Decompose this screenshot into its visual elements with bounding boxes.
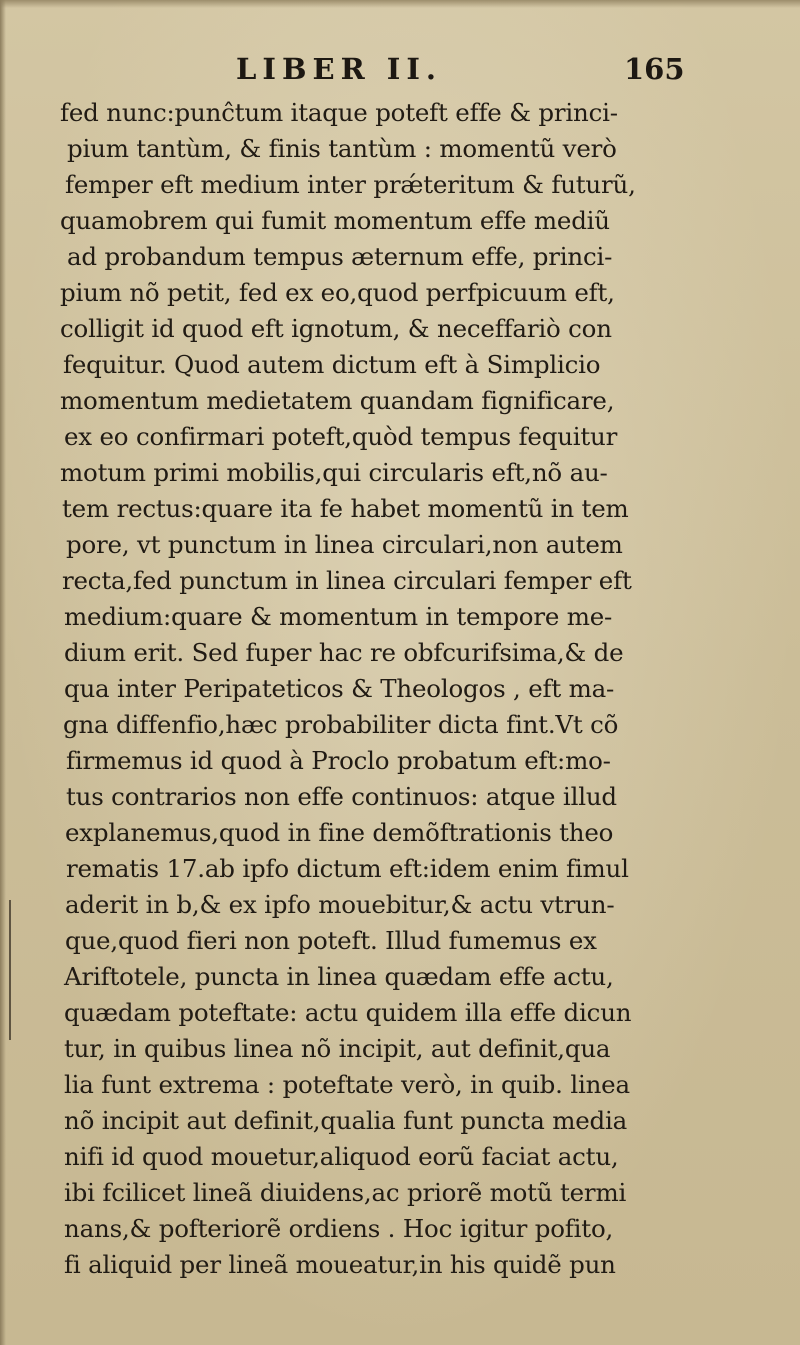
text-line: fed nunc:punĉtum itaque poteft effe & princi- bbox=[60, 98, 618, 127]
margin-rule-mark bbox=[9, 900, 11, 1040]
text-line: firmemus id quod à Proclo probatum eft:mo- bbox=[66, 746, 611, 775]
text-line: pium nõ petit, fed ex eo,quod perfpicuum eft, bbox=[60, 278, 615, 307]
text-line: pore, vt punctum in linea circulari,non autem bbox=[66, 530, 623, 559]
text-line: Ariftotele, puncta in linea quædam effe actu, bbox=[64, 962, 614, 991]
text-line: ad probandum tempus æternum effe, princi- bbox=[67, 242, 613, 271]
text-line: que,quod fieri non poteft. Illud fumemus ex bbox=[65, 926, 597, 955]
text-line: fequitur. Quod autem dictum eft à Simplicio bbox=[63, 350, 601, 379]
page-left-edge-shadow bbox=[0, 0, 6, 1345]
page-top-edge-shadow bbox=[0, 0, 800, 8]
text-line: quamobrem qui fumit momentum effe mediũ bbox=[60, 206, 610, 235]
text-line: pium tantùm, & finis tantùm : momentũ verò bbox=[67, 134, 617, 163]
text-line: ex eo confirmari poteft,quòd tempus fequitur bbox=[64, 422, 618, 451]
text-line: nõ incipit aut definit,qualia funt puncta media bbox=[64, 1106, 628, 1135]
text-line: motum primi mobilis,qui circularis eft,nõ au- bbox=[60, 458, 608, 487]
text-line: ibi fcilicet lineã diuidens,ac priorẽ motũ termi bbox=[64, 1178, 627, 1207]
text-line: femper eft medium inter prǽteritum & futurũ, bbox=[65, 170, 636, 199]
text-line: medium:quare & momentum in tempore me- bbox=[64, 602, 613, 631]
text-line: lia funt extrema : poteftate verò, in quib. linea bbox=[64, 1070, 630, 1099]
text-line: nans,& pofteriorẽ ordiens . Hoc igitur pofito, bbox=[64, 1214, 614, 1243]
text-line: quædam poteftate: actu quidem illa effe dicun bbox=[64, 998, 632, 1027]
text-line: nifi id quod mouetur,aliquod eorũ faciat actu, bbox=[64, 1142, 619, 1171]
text-line: gna diffenfio,hæc probabiliter dicta fint.Vt cõ bbox=[63, 710, 619, 739]
running-head bbox=[0, 52, 800, 92]
text-line: explanemus,quod in fine demõftrationis theo bbox=[65, 818, 614, 847]
text-line: rematis 17.ab ipfo dictum eft:idem enim fimul bbox=[66, 854, 629, 883]
text-line: tus contrarios non effe continuos: atque illud bbox=[66, 782, 617, 811]
text-line: aderit in b,& ex ipfo mouebitur,& actu vtrun- bbox=[65, 890, 615, 919]
running-head-title: LIBER II. bbox=[236, 52, 442, 86]
text-line: colligit id quod eft ignotum, & neceffariò con bbox=[60, 314, 612, 343]
page-number: 165 bbox=[624, 52, 685, 86]
text-line: fi aliquid per lineã moueatur,in his quidẽ pun bbox=[64, 1250, 616, 1279]
text-line: dium erit. Sed fuper hac re obfcurifsima,& de bbox=[64, 638, 624, 667]
text-line: recta,fed punctum in linea circulari femper eft bbox=[62, 566, 632, 595]
text-line: qua inter Peripateticos & Theologos , eft ma- bbox=[64, 674, 615, 703]
text-line: tur, in quibus linea nõ incipit, aut definit,qua bbox=[64, 1034, 611, 1063]
text-line: tem rectus:quare ita fe habet momentũ in tem bbox=[62, 494, 629, 523]
text-line: momentum medietatem quandam fignificare, bbox=[60, 386, 615, 415]
